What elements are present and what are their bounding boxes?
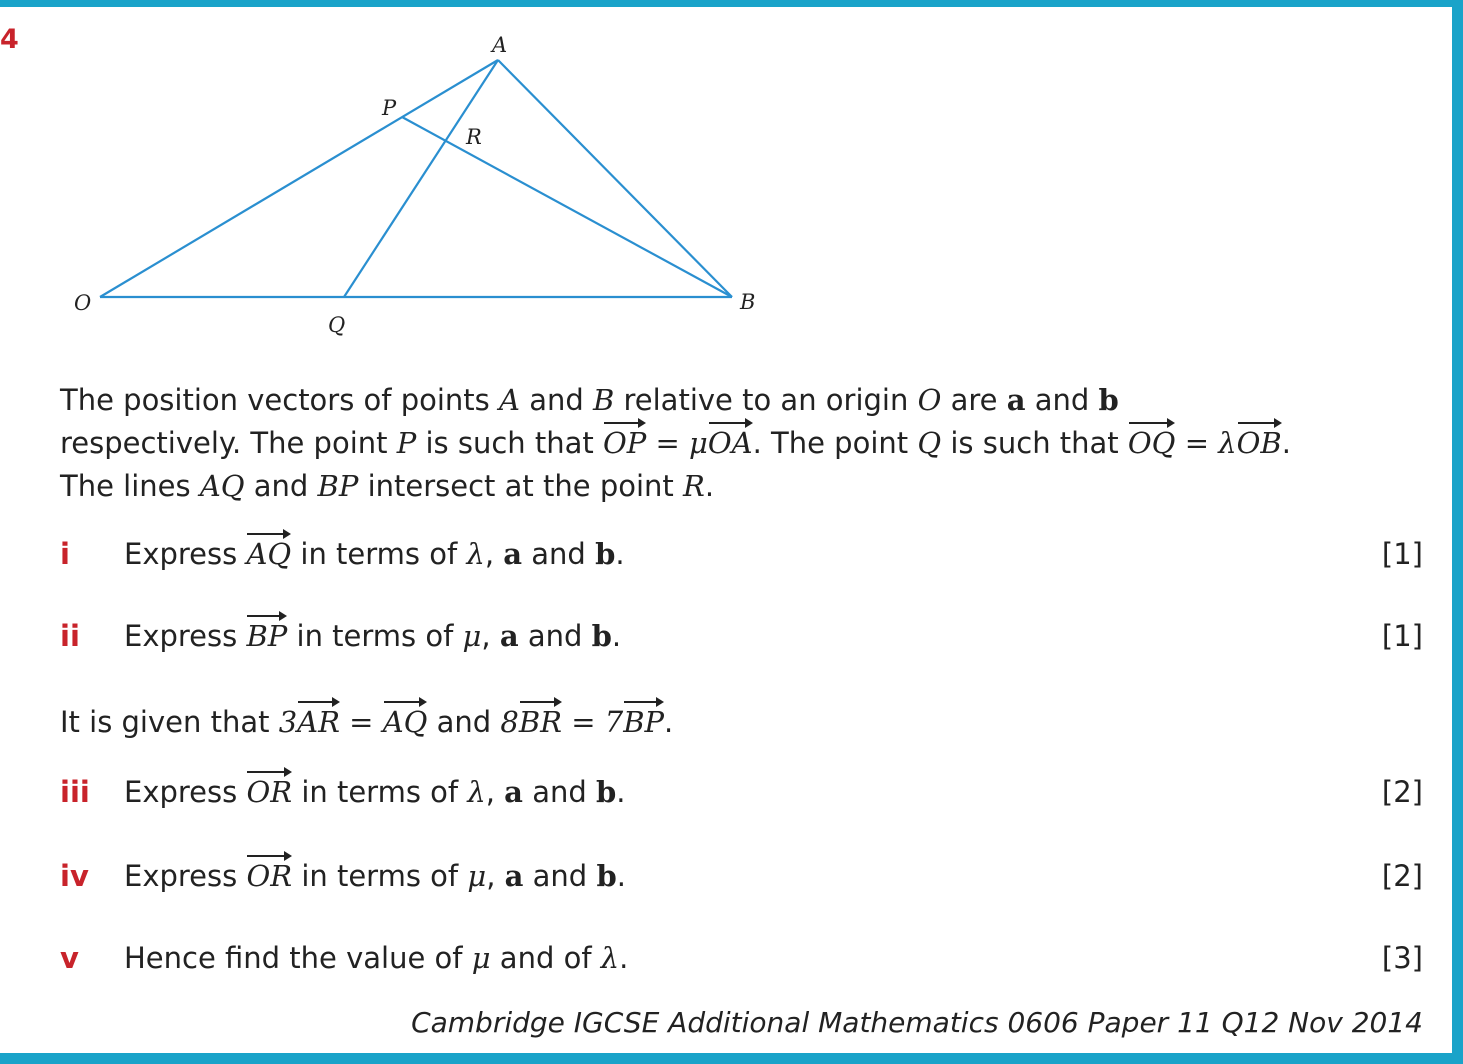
- marks-iii: [2]: [1381, 775, 1423, 809]
- part-label: iii: [60, 775, 90, 809]
- part-ii: ii Express BP in terms of μ, a and b.: [60, 619, 622, 653]
- line-AB: [498, 60, 732, 297]
- part-label: iv: [60, 859, 89, 893]
- label-P: P: [382, 96, 397, 120]
- part-v: v Hence find the value of μ and of λ.: [60, 941, 629, 975]
- vector-AQ: AQ: [246, 537, 292, 571]
- intro-line-1: The position vectors of points A and B relative to an origin O are a and b: [60, 383, 1119, 417]
- vector-OQ: OQ: [1127, 426, 1176, 460]
- vector-AR: AR: [297, 705, 340, 739]
- marks-v: [3]: [1381, 941, 1423, 975]
- label-B: B: [740, 290, 756, 314]
- part-label: i: [60, 537, 70, 571]
- intro-line-3: The lines AQ and BP intersect at the point R.: [60, 469, 715, 503]
- marks-iv: [2]: [1381, 859, 1423, 893]
- vector-BP: BP: [246, 619, 288, 653]
- vector-OP: OP: [602, 426, 647, 460]
- question-number: 4: [0, 24, 19, 55]
- line-PB: [402, 117, 732, 297]
- part-label: ii: [60, 619, 80, 653]
- vector-OR: OR: [246, 859, 293, 893]
- label-O: O: [74, 291, 92, 315]
- label-Q: Q: [328, 313, 346, 337]
- marks-ii: [1]: [1381, 619, 1423, 653]
- part-i: i Express AQ in terms of λ, a and b.: [60, 537, 625, 571]
- triangle-diagram: [0, 0, 800, 360]
- label-R: R: [466, 125, 482, 149]
- given-line: It is given that 3AR = AQ and 8BR = 7BP.: [60, 705, 674, 739]
- part-iii: iii Express OR in terms of λ, a and b.: [60, 775, 626, 809]
- vector-BR: BR: [518, 705, 563, 739]
- source-citation: Cambridge IGCSE Additional Mathematics 0606 Paper 11 Q12 Nov 2014: [411, 1006, 1423, 1039]
- intro-line-2: respectively. The point P is such that OP = μOA. The point Q is such that OQ = λOB.: [60, 426, 1291, 460]
- part-iv: iv Express OR in terms of μ, a and b.: [60, 859, 626, 893]
- vector-BP: BP: [623, 705, 665, 739]
- line-AQ: [344, 60, 498, 297]
- label-A: A: [492, 33, 508, 57]
- vector-OB: OB: [1236, 426, 1282, 460]
- marks-i: [1]: [1381, 537, 1423, 571]
- vector-OR: OR: [246, 775, 293, 809]
- vector-OA: OA: [707, 426, 753, 460]
- vector-AQ: AQ: [382, 705, 428, 739]
- part-label: v: [60, 941, 79, 975]
- line-OA: [100, 60, 498, 297]
